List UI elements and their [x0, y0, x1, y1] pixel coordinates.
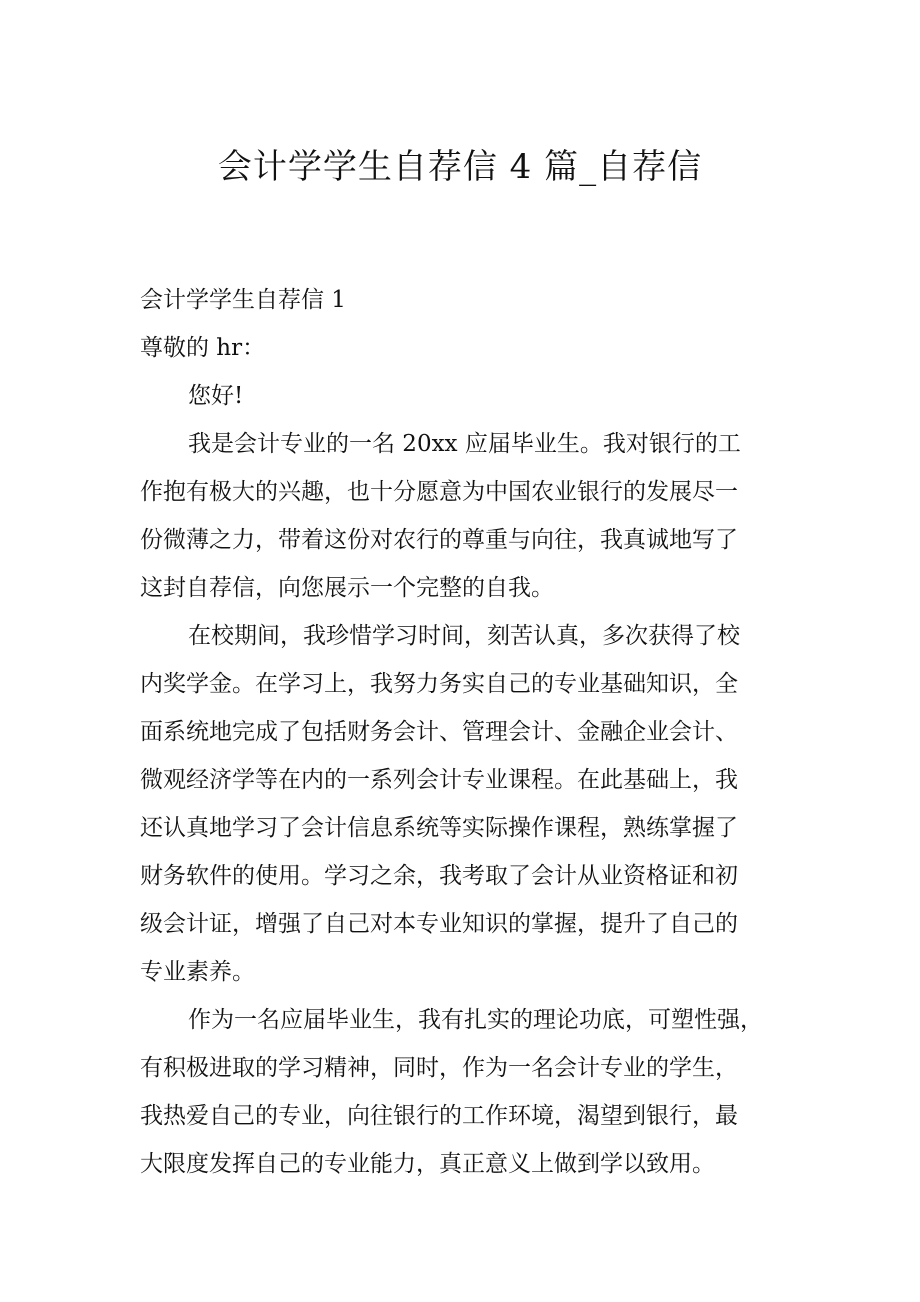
section-heading: 会计学学生自荐信 1: [140, 287, 346, 313]
greeting: 您好!: [188, 383, 244, 409]
paragraph-line: 内奖学金。在学习上，我努力务实自己的专业基础知识，全: [140, 671, 738, 697]
paragraph-3: [140, 996, 800, 1188]
paragraph-line: 专业素养。: [140, 959, 255, 985]
paragraph-line: 微观经济学等在内的一系列会计专业课程。在此基础上，我: [140, 767, 738, 793]
document-title: 会计学学生自荐信 4 篇_自荐信: [217, 147, 703, 187]
document-body: [140, 276, 800, 1188]
paragraph-1: [140, 420, 800, 612]
paragraph-line: 份微薄之力，带着这份对农行的尊重与向往，我真诚地写了: [140, 527, 738, 553]
salutation: 尊敬的 hr：: [140, 335, 266, 361]
paragraph-line: 财务软件的使用。学习之余，我考取了会计从业资格证和初: [140, 863, 738, 889]
paragraph-line: 我热爱自己的专业，向往银行的工作环境，渴望到银行，最: [140, 1103, 738, 1129]
paragraph-line: 级会计证，增强了自己对本专业知识的掌握，提升了自己的: [140, 911, 738, 937]
paragraph-line: 还认真地学习了会计信息系统等实际操作课程，熟练掌握了: [140, 815, 738, 841]
paragraph-line: 这封自荐信，向您展示一个完整的自我。: [140, 575, 554, 601]
paragraph-line: 大限度发挥自己的专业能力，真正意义上做到学以致用。: [140, 1151, 715, 1177]
paragraph-2: [140, 612, 800, 996]
paragraph-line: 我是会计专业的一名 20xx 应届毕业生。我对银行的工: [188, 431, 741, 457]
paragraph-line: 有积极进取的学习精神，同时，作为一名会计专业的学生，: [140, 1055, 738, 1081]
paragraph-line: 面系统地完成了包括财务会计、管理会计、金融企业会计、: [140, 719, 738, 745]
paragraph-line: 作为一名应届毕业生，我有扎实的理论功底，可塑性强，: [188, 1007, 763, 1033]
paragraph-line: 在校期间，我珍惜学习时间，刻苦认真，多次获得了校: [188, 623, 740, 649]
paragraph-line: 作抱有极大的兴趣，也十分愿意为中国农业银行的发展尽一: [140, 479, 738, 505]
